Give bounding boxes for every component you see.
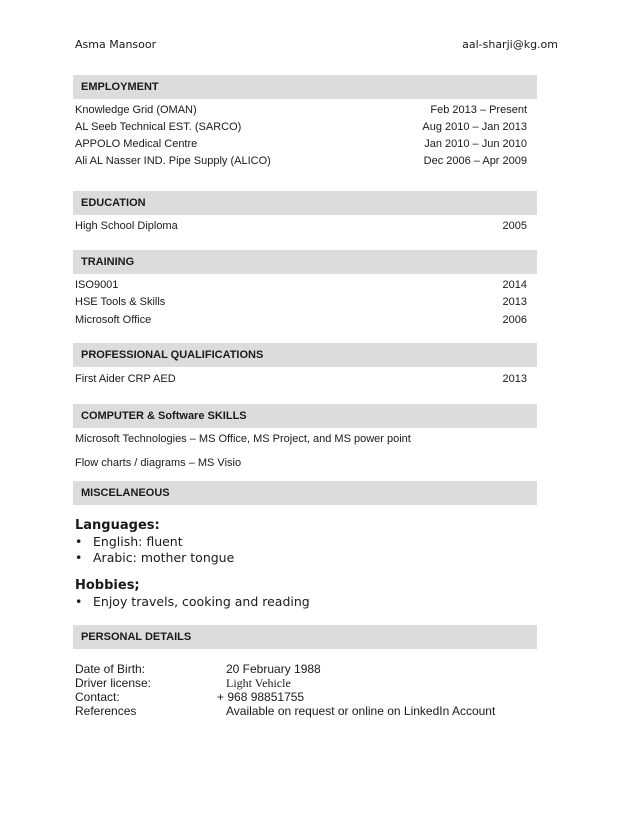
- training-row: [75, 279, 527, 291]
- qualification-name: First Aider CRP AED: [75, 373, 176, 385]
- personal-label: Driver license:: [75, 676, 152, 690]
- employment-date: Dec 2006 – Apr 2009: [423, 155, 527, 167]
- hobby-text: Enjoy travels, cooking and reading: [93, 594, 310, 609]
- training-year: 2006: [502, 314, 527, 326]
- personal-label: Contact:: [75, 690, 120, 704]
- personal-value: Light Vehicle: [226, 676, 291, 690]
- employment-row: [75, 121, 527, 133]
- education-name: High School Diploma: [75, 220, 178, 232]
- personal-label: References: [75, 704, 137, 718]
- personal-value: + 968 98851755: [217, 690, 305, 704]
- training-name: HSE Tools & Skills: [75, 296, 166, 308]
- training-row: [75, 296, 527, 308]
- employment-row: [75, 104, 527, 116]
- personal-value: 20 February 1988: [226, 662, 321, 676]
- hobbies-heading: Hobbies;: [75, 578, 140, 593]
- bullet-icon: •: [75, 594, 83, 609]
- training-name: ISO9001: [75, 279, 119, 291]
- education-year: 2005: [502, 220, 527, 232]
- section-computer-header: COMPUTER & Software SKILLS: [73, 404, 537, 428]
- language-item: [75, 550, 234, 565]
- training-name: Microsoft Office: [75, 314, 152, 326]
- employment-org: AL Seeb Technical EST. (SARCO): [75, 121, 242, 133]
- section-misc-header: MISCELANEOUS: [73, 481, 537, 505]
- employment-date: Aug 2010 – Jan 2013: [422, 121, 527, 133]
- employment-row: [75, 138, 527, 150]
- personal-label: Date of Birth:: [75, 662, 146, 676]
- qualification-row: [75, 373, 527, 385]
- computer-skill-line: Flow charts / diagrams – MS Visio: [75, 457, 242, 469]
- section-education-header: EDUCATION: [73, 191, 537, 215]
- employment-row: [75, 155, 527, 167]
- section-personal-header: PERSONAL DETAILS: [73, 625, 537, 649]
- employment-date: Jan 2010 – Jun 2010: [424, 138, 527, 150]
- header-name: Asma Mansoor: [75, 38, 157, 51]
- employment-org: APPOLO Medical Centre: [75, 138, 198, 150]
- employment-date: Feb 2013 – Present: [430, 104, 527, 116]
- employment-org: Ali AL Nasser IND. Pipe Supply (ALICO): [75, 155, 271, 167]
- training-row: [75, 314, 527, 326]
- employment-org: Knowledge Grid (OMAN): [75, 104, 197, 116]
- bullet-icon: •: [75, 534, 83, 549]
- language-text: English: fluent: [93, 534, 183, 549]
- training-year: 2013: [502, 296, 527, 308]
- header-email: aal-sharji@kg.om: [462, 38, 558, 51]
- language-item: [75, 534, 183, 549]
- personal-value: Available on request or online on LinkedIn Account: [226, 704, 496, 718]
- section-training-header: TRAINING: [73, 250, 537, 274]
- hobby-item: [75, 594, 310, 609]
- language-text: Arabic: mother tongue: [93, 550, 235, 565]
- education-row: [75, 220, 527, 232]
- section-qualifications-header: PROFESSIONAL QUALIFICATIONS: [73, 343, 537, 367]
- training-year: 2014: [502, 279, 527, 291]
- section-employment-header: EMPLOYMENT: [73, 75, 537, 99]
- bullet-icon: •: [75, 550, 83, 565]
- languages-heading: Languages:: [75, 518, 160, 533]
- qualification-year: 2013: [502, 373, 527, 385]
- computer-skill-line: Microsoft Technologies – MS Office, MS Project, and MS power point: [75, 433, 411, 445]
